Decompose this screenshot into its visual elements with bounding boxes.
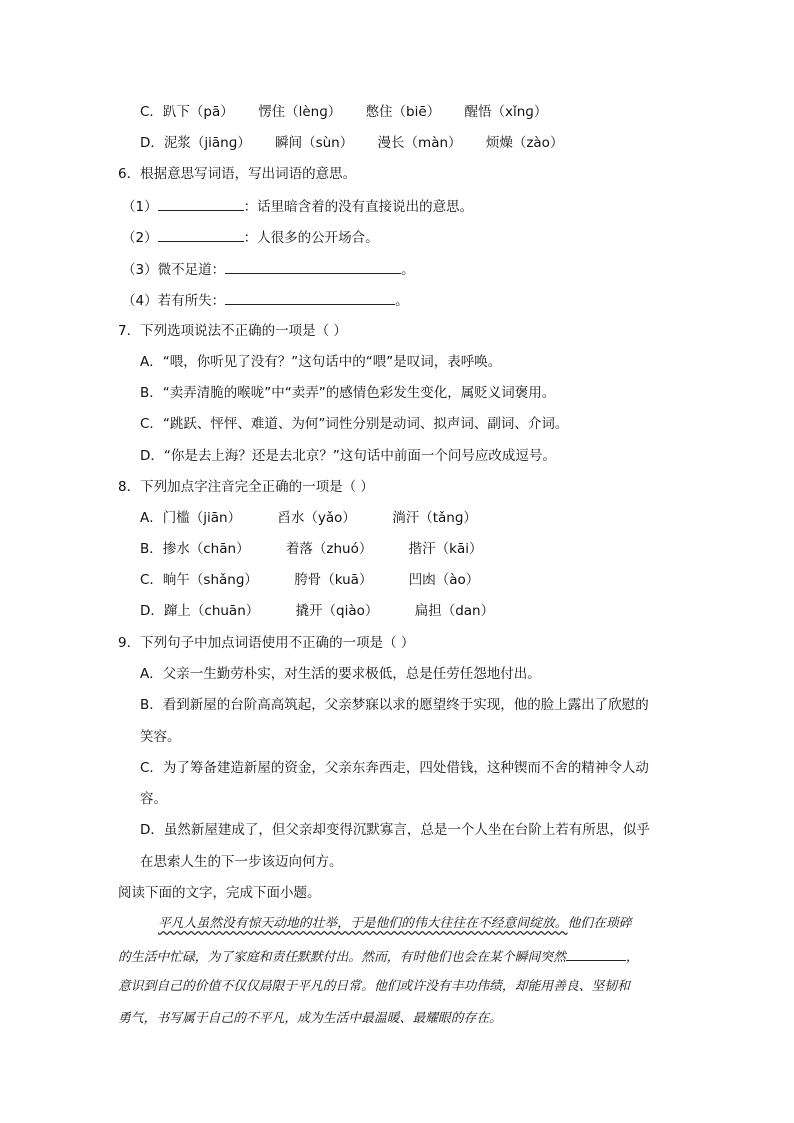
q7-option-d: D．“你是去上海？还是去北京？”这句话中前面一个问号应改成逗号。 xyxy=(140,448,556,464)
q5-d-item-3: 漫长（màn） xyxy=(377,135,462,151)
q8-option-d xyxy=(140,601,494,621)
q8-c-item-1: C．晌午（shǎnɡ） xyxy=(140,572,258,588)
q8-d-item-3: 扁担（dan） xyxy=(414,603,495,619)
q8-a-item-3: 淌汗（tǎnɡ） xyxy=(392,510,477,526)
q8-c-item-2: 胯骨（kuā） xyxy=(294,572,373,588)
q9-option-d-line2: 在思索人生的下一步该迈向何方。 xyxy=(140,854,343,870)
q6-item-2-text: ：人很多的公开场合。 xyxy=(243,230,379,246)
q7-option-c: C．“跳跃、怦怦、难道、为何”词性分别是动词、拟声词、副词、介词。 xyxy=(140,416,569,432)
q9-option-b-line1: B．看到新屋的台阶高高筑起，父亲梦寐以求的愿望终于实现，他的脸上露出了欣慰的 xyxy=(140,697,649,713)
q6-item-1-blank xyxy=(158,196,244,211)
q8-stem: 8．下列加点字注音完全正确的一项是（ ） xyxy=(118,479,374,495)
passage-line-2-text: 的生活中忙碌，为了家庭和责任默默付出。然而，有时他们也会在某个瞬间突然 xyxy=(118,950,566,965)
q6-item-4 xyxy=(122,290,409,311)
q6-item-4-num: （4）若有所失： xyxy=(122,293,226,309)
q8-a-item-1: A．门槛（jiān） xyxy=(140,510,242,526)
q6-item-2 xyxy=(122,227,379,248)
q6-item-1 xyxy=(122,196,473,217)
q6-item-4-blank xyxy=(225,290,395,305)
q8-d-item-1: D．蹿上（chuān） xyxy=(140,603,260,619)
q5-c-item-1: C．趴下（pā） xyxy=(140,104,234,120)
q6-item-1-text: ：话里暗含着的没有直接说出的意思。 xyxy=(243,199,474,215)
q5-c-item-3: 憋住（biē） xyxy=(365,104,441,120)
q5-option-c xyxy=(140,102,547,122)
q6-stem: 6．根据意思写词语，写出词语的意思。 xyxy=(118,166,357,182)
q5-d-item-2: 瞬间（sùn） xyxy=(275,135,354,151)
q9-option-c-line2: 容。 xyxy=(140,791,167,807)
q9-option-c-line1: C．为了筹备建造新屋的资金，父亲东奔西走，四处借钱，这种锲而不舍的精神令人动 xyxy=(140,760,649,776)
passage-wavy-sentence: 平凡人虽然没有惊天动地的壮举，于是他们的伟大往往在不经意间绽放。 xyxy=(158,916,568,931)
q5-d-item-4: 烦燥（zào） xyxy=(485,135,564,151)
q8-option-c xyxy=(140,570,479,590)
passage-line-2-end: ， xyxy=(625,950,639,965)
passage-line-1-rest: 他们在琐碎 xyxy=(567,916,632,931)
passage-line-3: 意识到自己的价值不仅仅局限于平凡的日常。他们或许没有丰功伟绩，却能用善良、坚韧和 xyxy=(118,979,630,994)
q8-option-a xyxy=(140,508,477,528)
q9-option-a: A．父亲一生勤劳朴实，对生活的要求极低，总是任劳任怨地付出。 xyxy=(140,666,541,682)
q9-option-b-line2: 笑容。 xyxy=(140,729,181,745)
q8-d-item-2: 撬开（qiào） xyxy=(295,603,379,619)
q8-b-item-2: 着落（zhuó） xyxy=(285,541,373,557)
q5-c-item-2: 愣住（lènɡ） xyxy=(258,104,342,120)
q6-item-3-text: 。 xyxy=(401,262,415,278)
passage-line-1 xyxy=(118,914,678,934)
q7-stem: 7．下列选项说法不正确的一项是（ ） xyxy=(118,323,347,339)
passage-line-4: 勇气，书写属于自己的不平凡，成为生活中最温暖、最耀眼的存在。 xyxy=(118,1011,502,1026)
q6-item-2-blank xyxy=(158,227,244,242)
q9-option-d-line1: D．虽然新屋建成了，但父亲却变得沉默寡言，总是一个人坐在台阶上若有所思，似乎 xyxy=(140,822,650,838)
q7-option-a: A．“喂，你听见了没有？”这句话中的“喂”是叹词，表呼唤。 xyxy=(140,354,502,370)
q6-item-3-blank xyxy=(225,259,401,274)
passage-blank xyxy=(566,946,626,961)
q8-c-item-3: 凹凼（ào） xyxy=(408,572,480,588)
q9-stem: 9．下列句子中加点词语使用不正确的一项是（ ） xyxy=(118,635,415,651)
q8-b-item-3: 揩汗（kāi） xyxy=(408,541,483,557)
q8-a-item-2: 舀水（yǎo） xyxy=(277,510,356,526)
q8-b-item-1: B．掺水（chān） xyxy=(140,541,250,557)
q5-c-item-4: 醒悟（xǐnɡ） xyxy=(464,104,548,120)
q6-item-3-num: （3）微不足道： xyxy=(122,262,226,278)
q5-option-d xyxy=(140,133,563,153)
q6-item-3 xyxy=(122,259,415,280)
q7-option-b: B．“卖弄清脆的喉咙”中“卖弄”的感情色彩发生变化，属贬义词褒用。 xyxy=(140,385,556,401)
q6-item-1-num: （1） xyxy=(122,199,158,215)
q5-d-item-1: D．泥浆（jiānɡ） xyxy=(140,135,251,151)
q6-item-4-text: 。 xyxy=(395,293,409,309)
reading-intro: 阅读下面的文字，完成下面小题。 xyxy=(118,885,321,901)
q8-option-b xyxy=(140,539,482,559)
q6-item-2-num: （2） xyxy=(122,230,158,246)
passage-line-2 xyxy=(118,946,678,968)
